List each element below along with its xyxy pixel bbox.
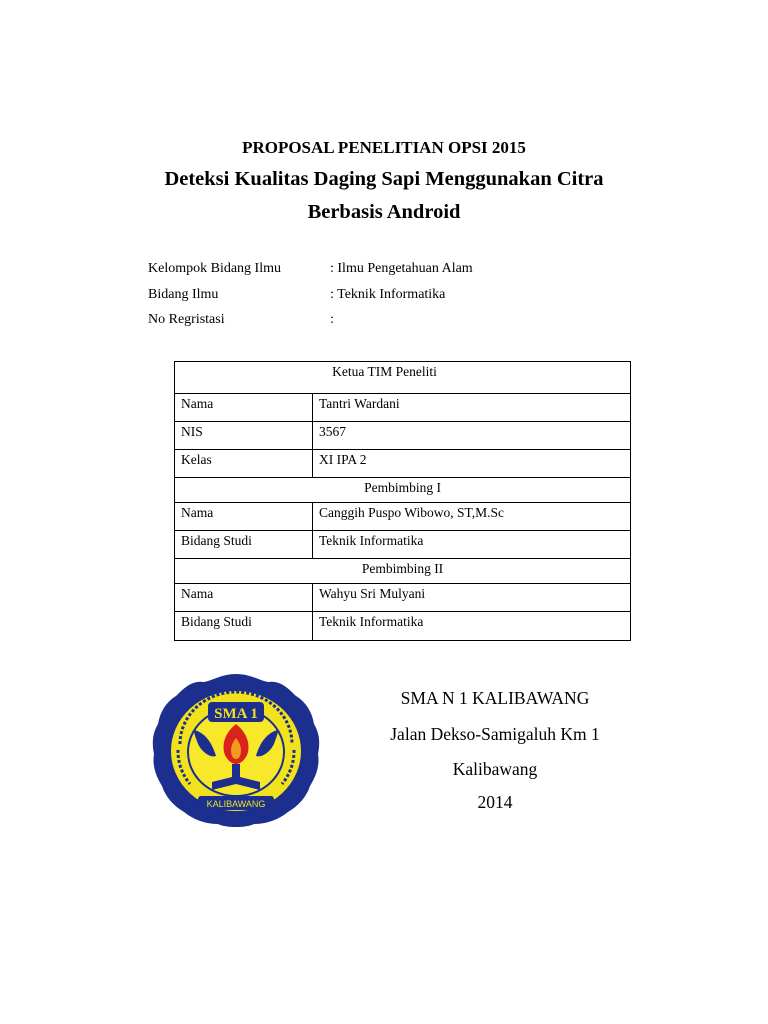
- table-cell-label: Bidang Studi: [175, 612, 313, 641]
- info-label-registrasi: No Regristasi: [148, 312, 225, 327]
- info-label-kelompok: Kelompok Bidang Ilmu: [148, 261, 281, 276]
- table-cell-label: NIS: [175, 422, 313, 450]
- info-value-kelompok: : Ilmu Pengetahuan Alam: [330, 261, 473, 276]
- table-row: [175, 531, 631, 559]
- logo-bottom-text: KALIBAWANG: [206, 799, 266, 809]
- title-line-1: Deteksi Kualitas Daging Sapi Menggunakan Citra: [164, 168, 604, 190]
- table-cell-value: XI IPA 2: [313, 450, 631, 478]
- table-cell-label: Kelas: [175, 450, 313, 478]
- school-address: Jalan Dekso-Samigaluh Km 1: [390, 724, 600, 744]
- table-cell-value: Tantri Wardani: [313, 394, 631, 422]
- table-heading-pembimbing-1: Pembimbing I: [175, 478, 631, 503]
- school-name: SMA N 1 KALIBAWANG: [400, 688, 590, 708]
- table-cell-value: Canggih Puspo Wibowo, ST,M.Sc: [313, 503, 631, 531]
- table-row: [175, 612, 631, 641]
- info-value-registrasi: :: [330, 312, 334, 327]
- info-value-bidang: : Teknik Informatika: [330, 287, 446, 302]
- table-cell-label: Nama: [175, 394, 313, 422]
- info-label-bidang: Bidang Ilmu: [148, 287, 219, 302]
- table-heading-pembimbing-2: Pembimbing II: [175, 559, 631, 584]
- table-cell-value: Teknik Informatika: [313, 531, 631, 559]
- table-row: [175, 503, 631, 531]
- table-row: [175, 584, 631, 612]
- school-logo: [150, 672, 322, 830]
- table-cell-label: Bidang Studi: [175, 531, 313, 559]
- table-row: [175, 362, 631, 394]
- table-cell-label: Nama: [175, 503, 313, 531]
- school-city: Kalibawang: [452, 759, 538, 779]
- table-cell-label: Nama: [175, 584, 313, 612]
- table-row: [175, 394, 631, 422]
- title-line-2: Berbasis Android: [307, 201, 461, 223]
- table-row: [175, 450, 631, 478]
- logo-banner-text: SMA 1: [214, 706, 258, 722]
- table-cell-value: 3567: [313, 422, 631, 450]
- table-row: [175, 478, 631, 503]
- table-row: [175, 422, 631, 450]
- table-cell-value: Teknik Informatika: [313, 612, 631, 641]
- table-heading-ketua: Ketua TIM Peneliti: [332, 364, 437, 379]
- proposal-header: PROPOSAL PENELITIAN OPSI 2015: [242, 138, 526, 157]
- table-row: [175, 559, 631, 584]
- table-cell-value: Wahyu Sri Mulyani: [313, 584, 631, 612]
- school-year: 2014: [477, 792, 513, 812]
- team-table: [174, 361, 631, 641]
